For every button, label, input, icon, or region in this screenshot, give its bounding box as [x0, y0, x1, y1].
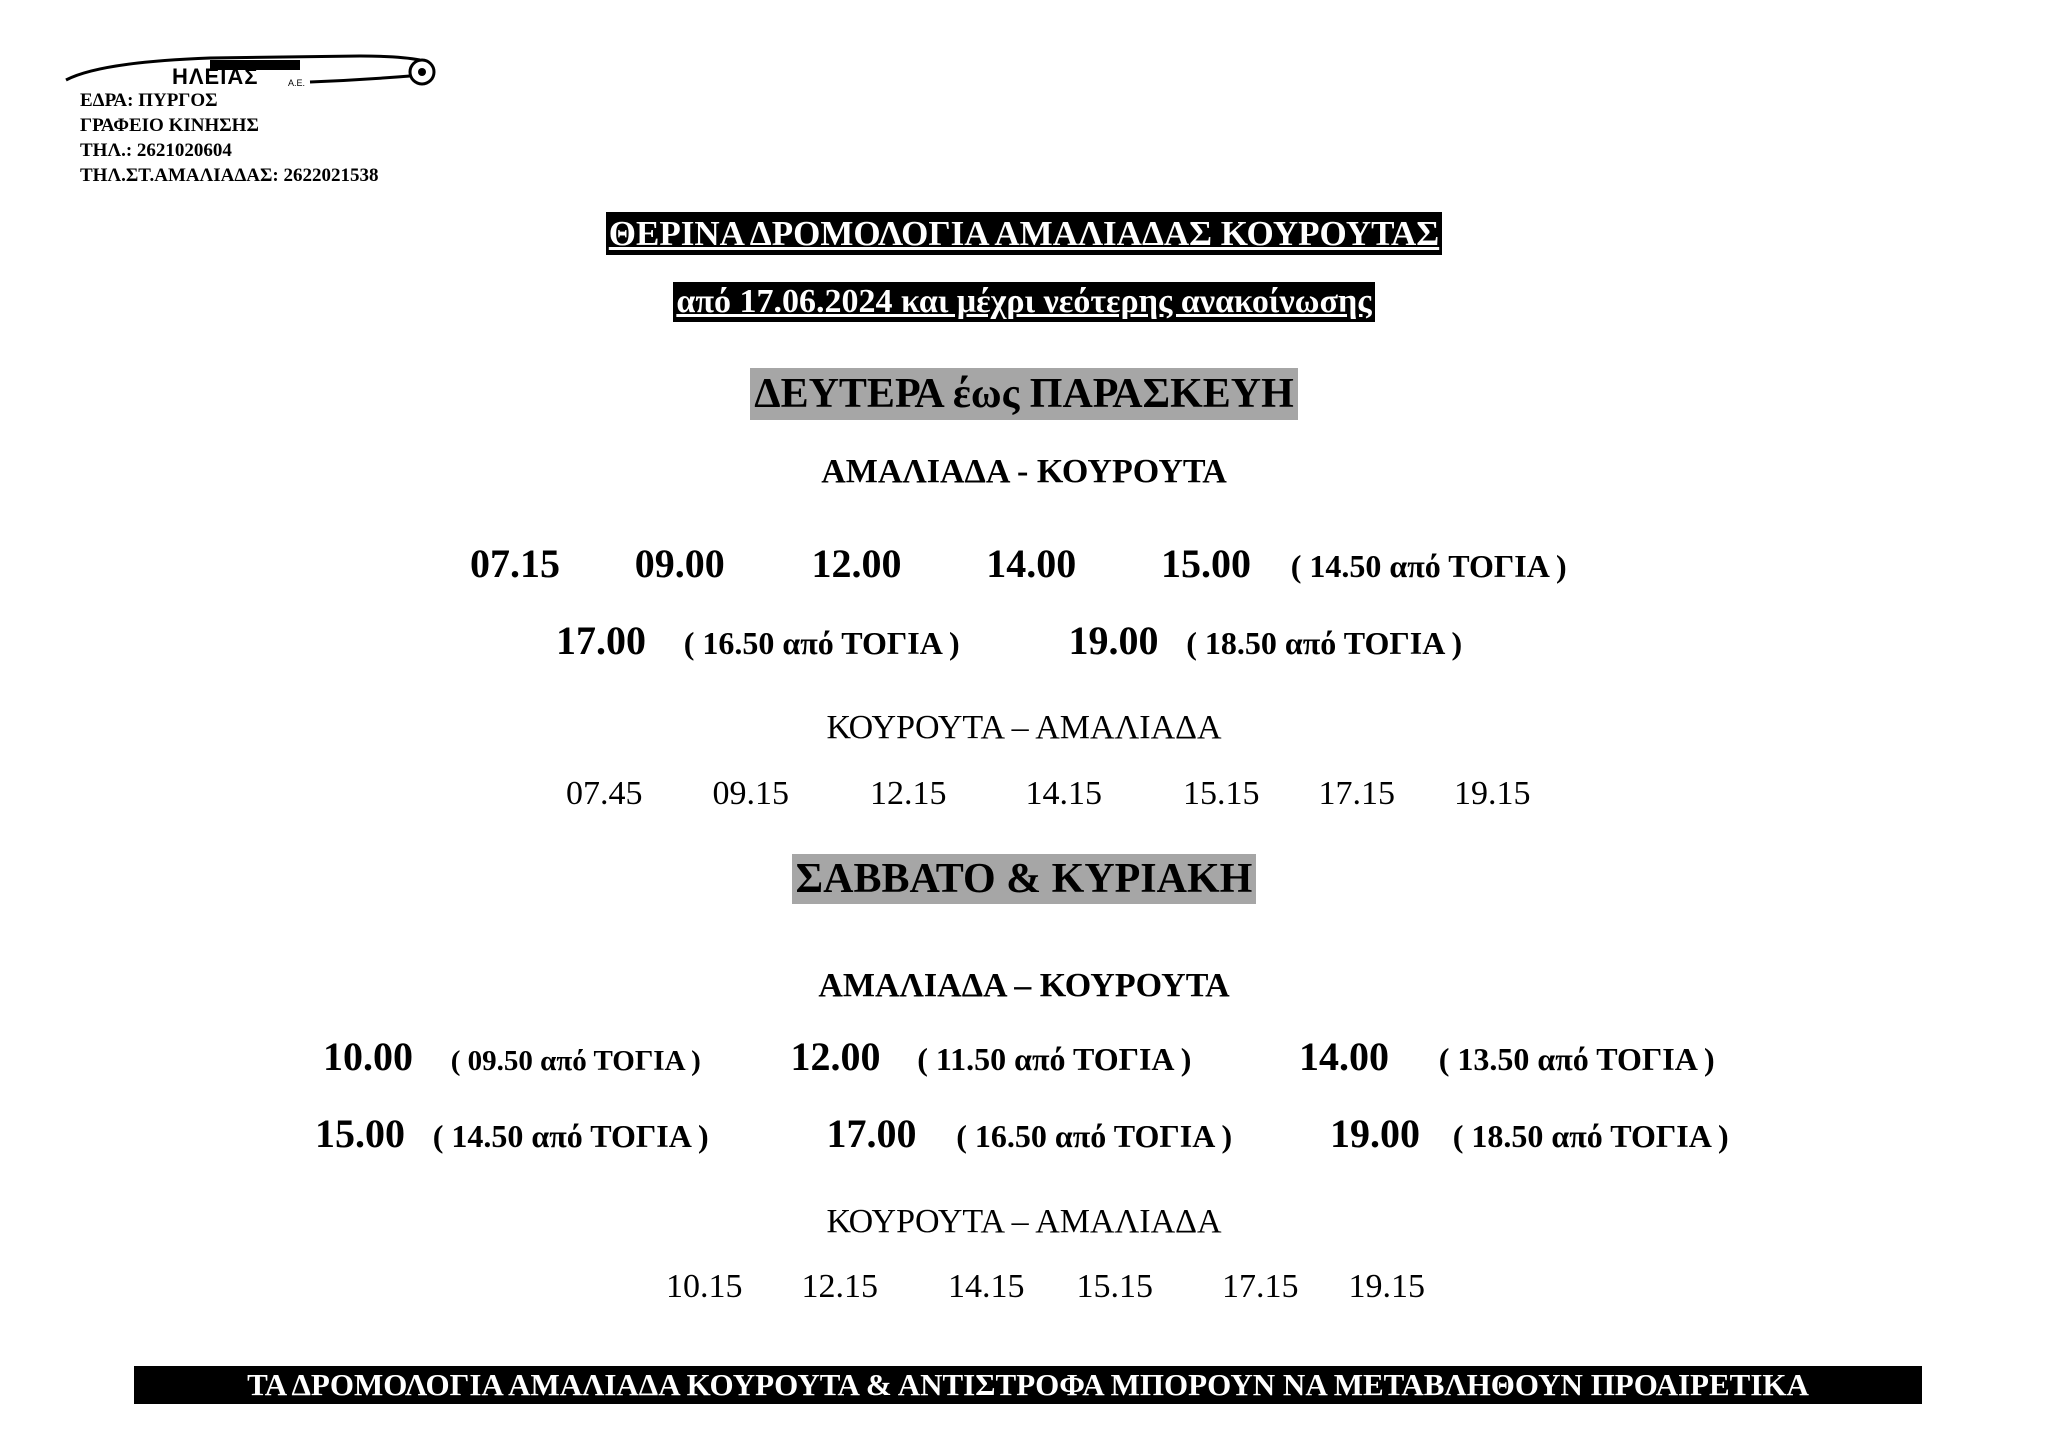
title-wrap: [0, 212, 2048, 255]
weekdays-return-title: ΚΟΥΡΟΥΤΑ – ΑΜΑΛΙΑΔΑ: [826, 709, 1222, 746]
page-subtitle: από 17.06.2024 και μέχρι νεότερης ανακοίνωσης: [673, 282, 1374, 322]
departure-time: 17.00: [826, 1111, 917, 1156]
departure-note: ( 11.50 από ΤΟΓΙΑ ): [917, 1041, 1192, 1077]
weekend-heading-wrap: [0, 854, 2048, 904]
departure-time: 09.00: [634, 541, 725, 586]
departure-time: 07.15: [470, 541, 560, 586]
weekend-return-title: ΚΟΥΡΟΥΤΑ – ΑΜΑΛΙΑΔΑ: [826, 1203, 1222, 1240]
departure-time: 14.00: [1299, 1034, 1389, 1079]
departure-time: 19.00: [1330, 1111, 1420, 1156]
departure-note: ( 18.50 από ΤΟΓΙΑ ): [1452, 1118, 1729, 1154]
header-seat: ΕΔΡΑ: ΠΥΡΓΟΣ: [80, 90, 218, 111]
svg-text:ΗΛΕΙΑΣ: ΗΛΕΙΑΣ: [172, 64, 259, 88]
departure-time: 12.00: [790, 1034, 881, 1079]
departure-note: ( 16.50 από ΤΟΓΙΑ ): [683, 625, 960, 661]
return-time: 17.15: [1318, 775, 1395, 812]
weekend-return-times: [666, 1267, 1425, 1307]
svg-text:Α.Ε.: Α.Ε.: [288, 78, 306, 88]
departure-time: 14.00: [986, 541, 1077, 586]
departure-time: 15.00: [1161, 541, 1251, 586]
return-time: 07.45: [566, 775, 643, 812]
return-time: 09.15: [712, 775, 789, 812]
departure-note: ( 13.50 από ΤΟΓΙΑ ): [1438, 1041, 1715, 1077]
return-time: 10.15: [666, 1268, 743, 1305]
return-time: 14.15: [1025, 775, 1102, 812]
return-time: 12.15: [801, 1268, 878, 1305]
header-office: ΓΡΑΦΕΙΟ ΚΙΝΗΣΗΣ: [80, 115, 259, 136]
departure-note: ( 14.50 από ΤΟΓΙΑ ): [432, 1118, 709, 1154]
return-time: 15.15: [1183, 775, 1260, 812]
departure-note: ( 09.50 από ΤΟΓΙΑ ): [450, 1045, 701, 1077]
return-time: 17.15: [1222, 1268, 1299, 1305]
weekend-outbound-title: ΑΜΑΛΙΑΔΑ – ΚΟΥΡΟΥΤΑ: [818, 967, 1230, 1004]
weekdays-outbound-title: ΑΜΑΛΙΑΔΑ - ΚΟΥΡΟΥΤΑ: [821, 453, 1227, 490]
ktel-logo: [60, 54, 442, 88]
weekdays-return-times: [566, 774, 1531, 814]
departure-time: 10.00: [323, 1034, 413, 1079]
page-title: ΘΕΡΙΝΑ ΔΡΟΜΟΛΟΓΙΑ ΑΜΑΛΙΑΔΑΣ ΚΟΥΡΟΥΤΑΣ: [606, 212, 1442, 255]
weekend-outbound-row-2: [315, 1110, 1729, 1160]
return-time: 15.15: [1076, 1268, 1153, 1305]
weekend-heading: ΣΑΒΒΑΤΟ & ΚΥΡΙΑΚΗ: [792, 854, 1257, 904]
weekdays-heading-wrap: [0, 368, 2048, 420]
weekdays-outbound-row-2: [556, 617, 1462, 667]
departure-note: ( 18.50 από ΤΟΓΙΑ ): [1186, 625, 1463, 661]
departure-time: 17.00: [556, 618, 646, 663]
header-phone: ΤΗΛ.: 2621020604: [80, 140, 232, 161]
departure-note: ( 14.50 από ΤΟΓΙΑ ): [1290, 548, 1567, 584]
return-time: 12.15: [870, 775, 947, 812]
return-time: 19.15: [1348, 1268, 1425, 1305]
footer-notice: ΤΑ ΔΡΟΜΟΛΟΓΙΑ ΑΜΑΛΙΑΔΑ ΚΟΥΡΟΥΤΑ & ΑΝΤΙΣΤΡΟΦΑ ΜΠΟΡΟΥΝ ΝΑ ΜΕΤΑΒΛΗΘΟΥΝ ΠΡΟΑΙΡΕΤΙΚΑ: [134, 1366, 1922, 1404]
subtitle-wrap: [0, 282, 2048, 322]
weekdays-heading: ΔΕΥΤΕΡΑ έως ΠΑΡΑΣΚΕΥΗ: [750, 368, 1298, 420]
weekend-outbound-row-1: [323, 1033, 1715, 1085]
return-time: 19.15: [1454, 775, 1531, 812]
weekdays-outbound-row-1: [470, 540, 1567, 590]
departure-time: 19.00: [1068, 618, 1159, 663]
header-station-phone: ΤΗΛ.ΣΤ.ΑΜΑΛΙΑΔΑΣ: 2622021538: [80, 165, 379, 186]
return-time: 14.15: [948, 1268, 1025, 1305]
departure-time: 15.00: [315, 1111, 405, 1156]
departure-time: 12.00: [811, 541, 902, 586]
departure-note: ( 16.50 από ΤΟΓΙΑ ): [956, 1118, 1233, 1154]
